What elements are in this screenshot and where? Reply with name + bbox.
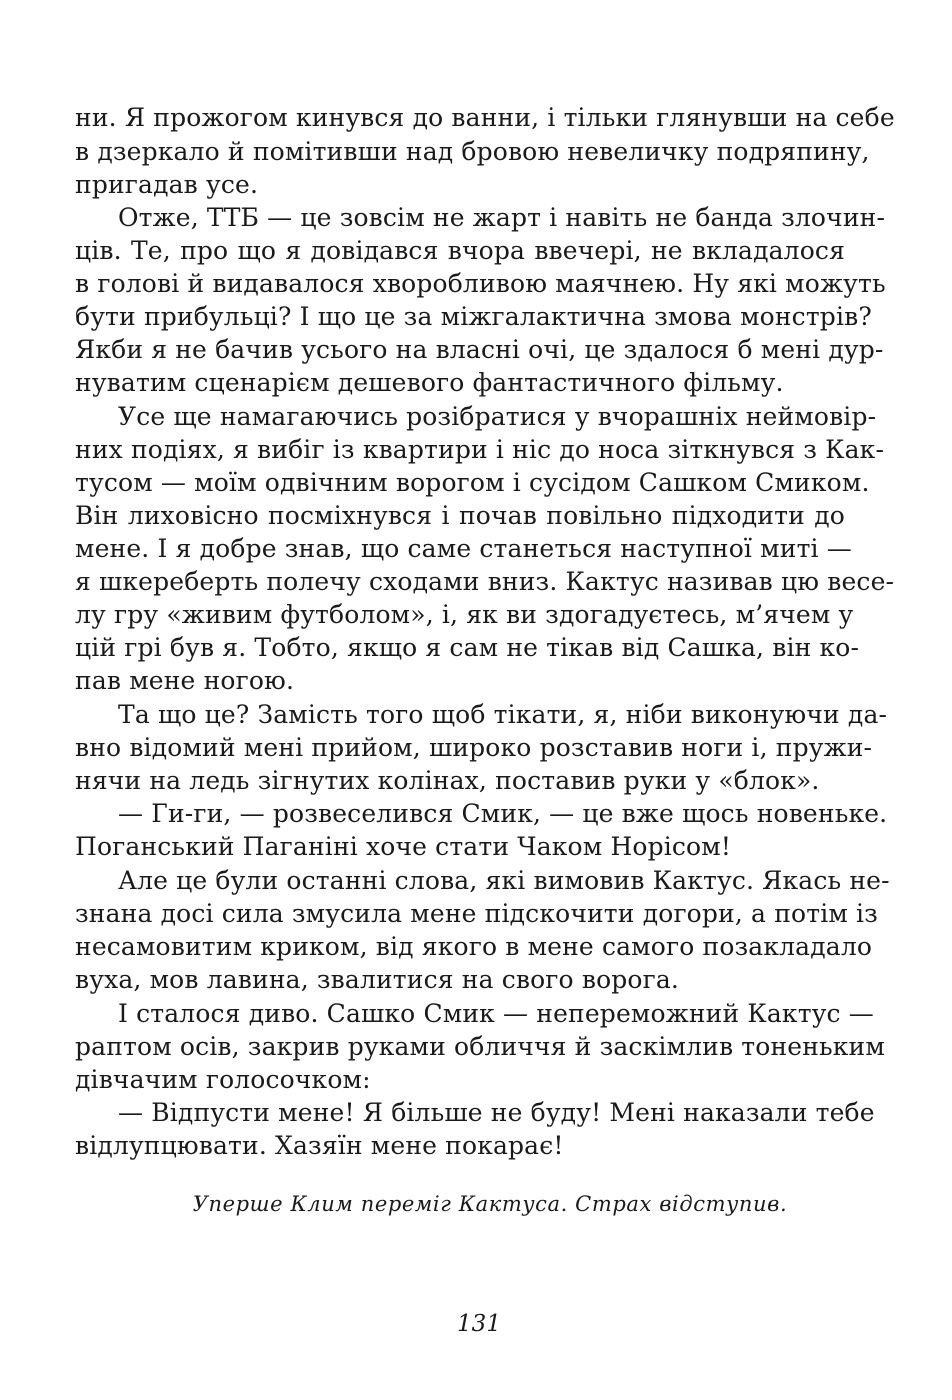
text-line: лу гру «живим футболом», і, як ви здогадуєтесь, м’ячем у [75,600,854,629]
text-line: несамовитим криком, від якого в мене самого позакладало [75,932,873,961]
text-line: раптом осів, закрив руками обличчя й заскімлив тоненьким [75,1032,885,1061]
text-line: — Ги-ги, — розвеселився Смик, — це вже щось новеньке. [118,799,888,828]
text-line: знана досі сила змусила мене підскочити догори, а потім із [75,899,878,928]
text-line: ни. Я прожогом кинувся до ванни, і тільки глянувши на себе [75,103,895,132]
text-line: них подіях, я вибіг із квартири і ніс до носа зіткнувся з Как- [75,435,885,464]
text-line: Він лиховісно посміхнувся і почав повільно підходити до [75,501,845,530]
text-line: дівчачим голосочком: [75,1065,371,1094]
chapter-summary-caption: Уперше Клим переміг Кактуса. Страх відступив. [192,1192,788,1216]
text-line: Поганський Паганіні хоче стати Чаком Норісом! [75,832,732,861]
text-line: в дзеркало й помітивши над бровою невеличку подряпину, [75,137,870,166]
text-line: відлупцювати. Хазяїн мене покарає! [75,1131,564,1160]
text-line: вно відомий мені прийом, широко розставив ноги і, пружи- [75,733,873,762]
text-line: Отже, ТТБ — це зовсім не жарт і навіть не банда злочин- [118,203,886,232]
text-line: Та що це? Замість того щоб тікати, я, ніби виконуючи да- [118,700,888,729]
text-line: мене. І я добре знав, що саме станеться наступної миті — [75,534,852,563]
text-line: цій грі був я. Тобто, якщо я сам не тікав від Сашка, він ко- [75,633,860,662]
text-line: — Відпусти мене! Я більше не буду! Мені наказали тебе [118,1098,875,1127]
text-line: пав мене ногою. [75,666,295,695]
text-line: в голові й видавалося хворобливою маячнею. Ну які можуть [75,269,886,298]
text-line: Усе ще намагаючись розібратися у вчорашніх неймовір- [118,402,877,431]
text-line: нуватим сценарієм дешевого фантастичного фільму. [75,368,784,397]
text-line: вуха, мов лавина, звалитися на свого ворога. [75,965,680,994]
text-line: І сталося диво. Сашко Смик — непереможний Кактус — [118,999,874,1028]
text-line: Якби я не бачив усього на власні очі, це здалося б мені дур- [75,335,884,364]
page-number: 131 [457,1311,501,1337]
text-line: Але це були останні слова, які вимовив Кактус. Якась не- [118,866,890,895]
text-line: бути прибульці? І що це за міжгалактична змова монстрів? [75,302,872,331]
text-line: нячи на ледь зігнутих колінах, поставив руки у «блок». [75,766,820,795]
text-line: тусом — моїм одвічним ворогом і сусідом Сашком Смиком. [75,468,870,497]
text-line: я шкереберть полечу сходами вниз. Кактус називав цю весе- [75,567,895,596]
text-line: пригадав усе. [75,170,259,199]
text-line: ців. Те, про що я довідався вчора ввечері, не вкладалося [75,236,845,265]
